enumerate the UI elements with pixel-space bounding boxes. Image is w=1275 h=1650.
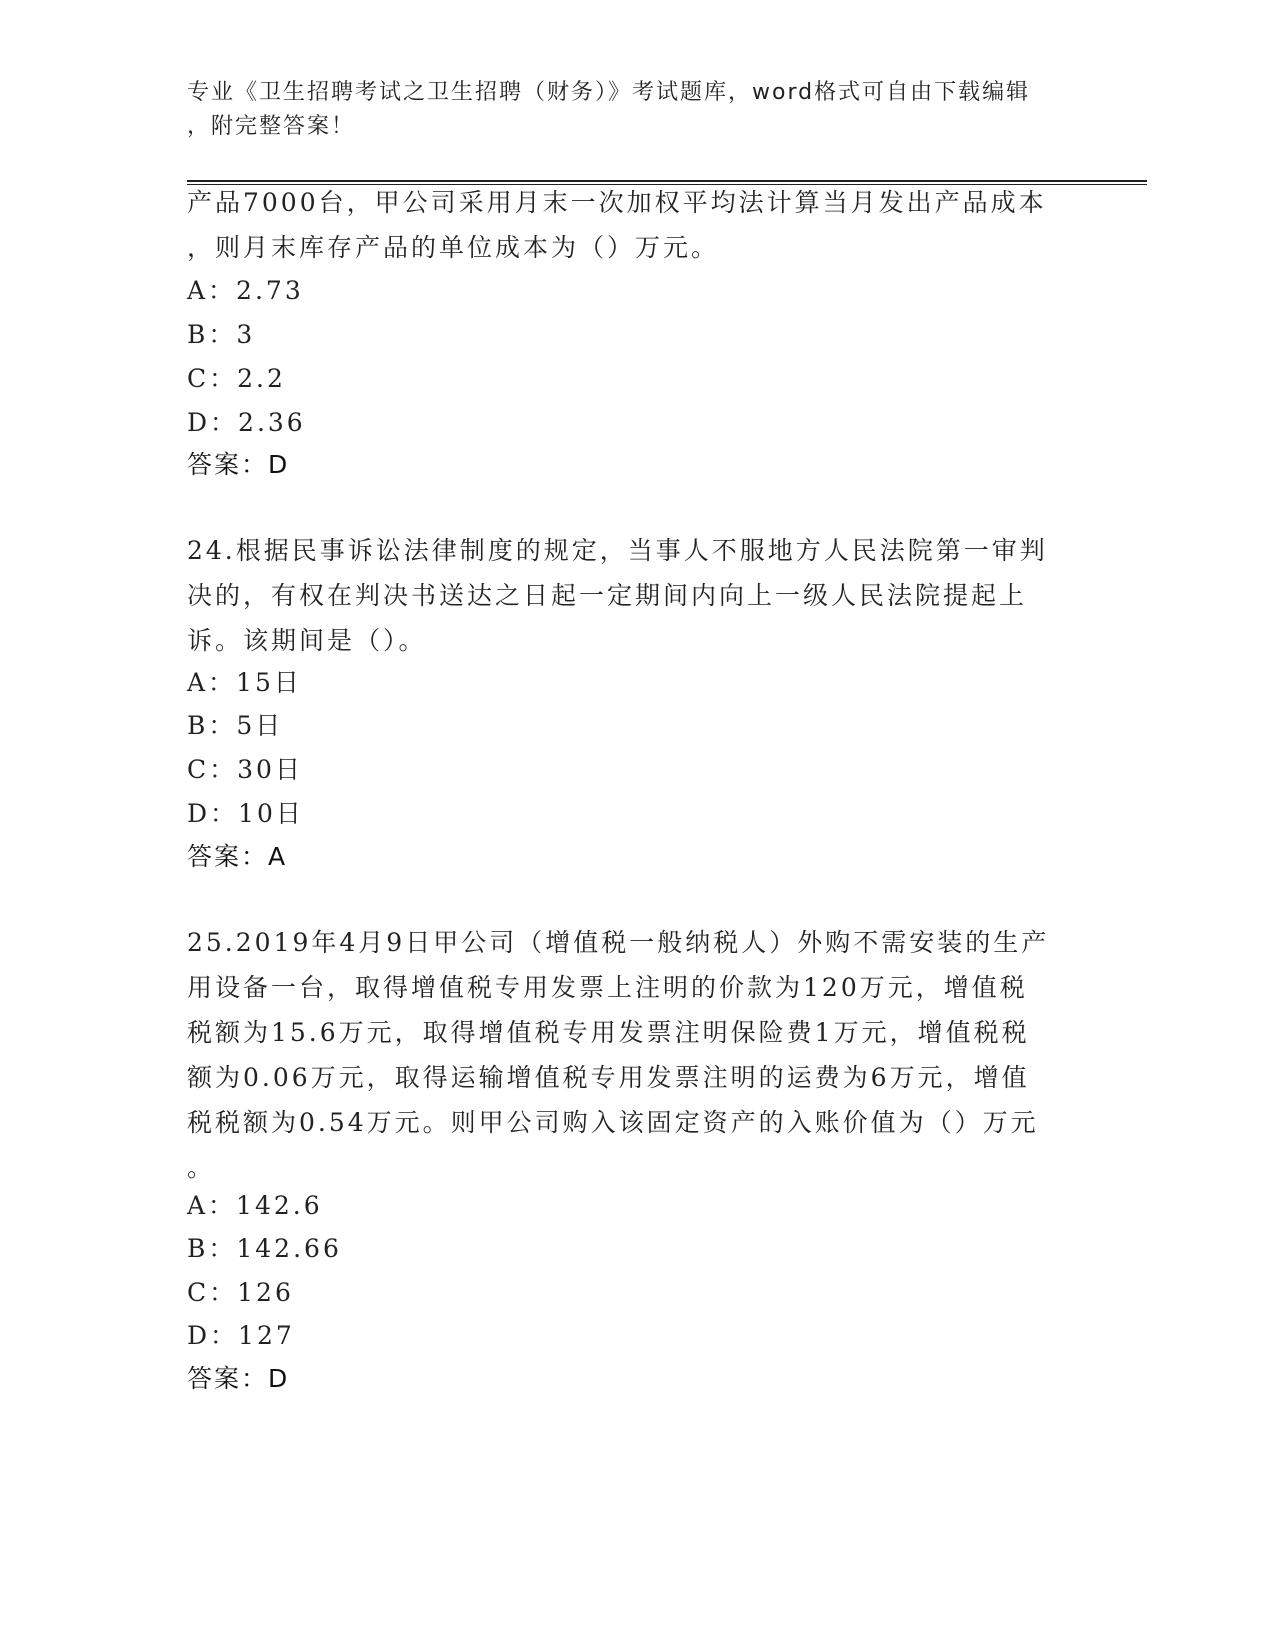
option-c: C：126 [187,1278,294,1307]
stem-line: 。 [187,1153,216,1182]
stem-line: ，则月末库存产品的单位成本为（）万元。 [187,233,720,262]
stem-line: 税额为15.6万元，取得增值税专用发票注明保险费1万元，增值税税 [187,1018,1030,1047]
answer: 答案：D [187,1364,290,1393]
option-b: B：3 [187,320,256,349]
stem-line: 24.根据民事诉讼法律制度的规定，当事人不服地方人民法院第一审判 [187,536,1048,565]
question-stem [187,528,1067,663]
option-a: A：142.6 [187,1191,323,1220]
document-header [187,76,1067,144]
stem-line: 决的，有权在判决书送达之日起一定期间内向上一级人民法院提起上 [187,581,1028,610]
option-a: A：2.73 [187,276,304,305]
option-d: D：10日 [187,799,304,828]
option-b: B：142.66 [187,1234,342,1263]
answer: 答案：A [187,842,288,871]
question-stem [187,180,1067,270]
stem-line: 产品7000台，甲公司采用月末一次加权平均法计算当月发出产品成本 [187,188,1047,217]
option-c: C：30日 [187,755,303,784]
option-a: A：15日 [187,668,302,697]
option-d: D：127 [187,1321,295,1350]
stem-line: 税税额为0.54万元。则甲公司购入该固定资产的入账价值为（）万元 [187,1108,1039,1137]
stem-line: 额为0.06万元，取得运输增值税专用发票注明的运费为6万元，增值 [187,1063,1030,1092]
stem-line: 25.2019年4月9日甲公司（增值税一般纳税人）外购不需安装的生产 [187,928,1050,957]
header-line: 专业《卫生招聘考试之卫生招聘（财务）》考试题库，word格式可自由下载编辑 [187,80,1031,105]
option-b: B：5日 [187,711,284,740]
option-d: D：2.36 [187,408,306,437]
question-stem [187,920,1067,1190]
stem-line: 用设备一台，取得增值税专用发票上注明的价款为120万元，增值税 [187,973,1028,1002]
option-c: C：2.2 [187,364,286,393]
answer: 答案：D [187,450,290,479]
header-line: ，附完整答案！ [187,114,356,139]
stem-line: 诉。该期间是（）。 [187,626,427,655]
